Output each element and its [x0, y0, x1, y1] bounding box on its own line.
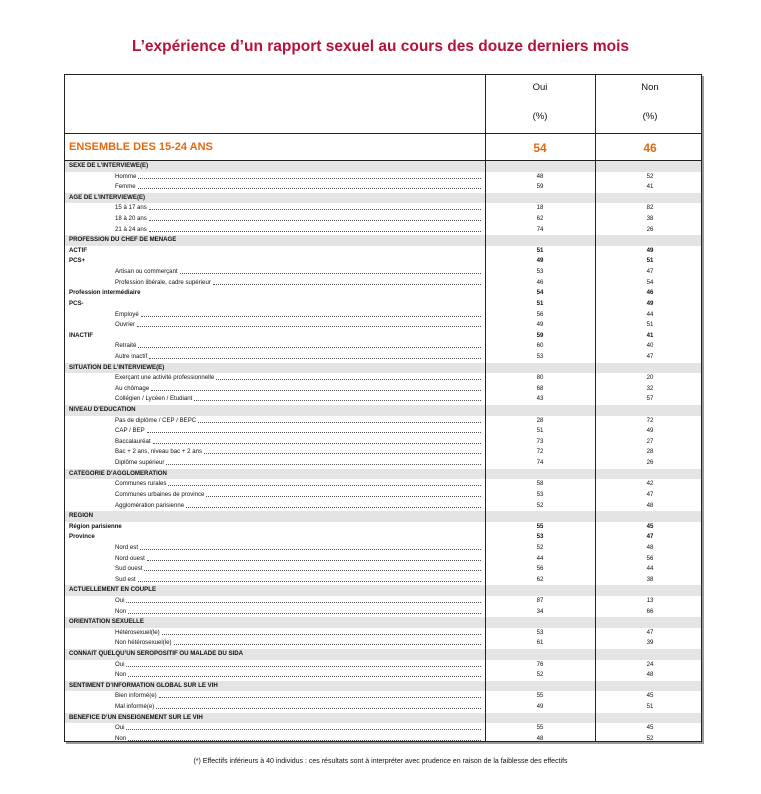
dotted-leader — [147, 560, 481, 561]
row-label: Oui — [115, 660, 125, 668]
row-label: Communes urbaines de province — [115, 490, 205, 498]
dotted-leader — [138, 178, 481, 179]
table-row — [65, 458, 701, 469]
dotted-leader — [149, 231, 481, 232]
table-row — [65, 691, 701, 702]
section-header-row — [65, 681, 701, 692]
value-non: 41 — [646, 183, 654, 191]
row-label: Non — [115, 734, 127, 742]
table-row — [65, 607, 701, 618]
value-non: 38 — [646, 215, 654, 223]
table-row — [65, 384, 701, 395]
total-label: ENSEMBLE DES 15-24 ANS — [69, 141, 213, 153]
row-label: Pas de diplôme / CEP / BEPC — [115, 416, 197, 424]
section-label: ORIENTATION SEXUELLE — [69, 618, 144, 626]
table-row — [65, 501, 701, 512]
value-non: 42 — [646, 480, 654, 488]
value-non: 66 — [646, 607, 654, 615]
table-row — [65, 479, 701, 490]
value-oui: 51 — [536, 299, 544, 307]
dotted-leader — [128, 740, 481, 741]
value-oui: 55 — [536, 692, 544, 700]
value-oui: 51 — [536, 427, 544, 435]
section-header-row — [65, 649, 701, 660]
row-label: Profession libérale, cadre supérieur — [115, 278, 211, 286]
section-label: CONNAIT QUELQU’UN SEROPOSITIF OU MALADE DU SIDA — [69, 650, 244, 658]
column-divider — [595, 161, 596, 742]
dotted-leader — [138, 188, 481, 189]
row-label: Bien informé(e) — [115, 692, 157, 700]
value-oui: 60 — [536, 342, 544, 350]
value-oui: 54 — [536, 289, 544, 297]
table-row — [65, 670, 701, 681]
row-label: Collégien / Lycéen / Etudiant — [115, 395, 193, 403]
column-unit-non: (%) — [642, 111, 658, 122]
value-oui: 51 — [536, 246, 544, 254]
section-header-row — [65, 511, 701, 522]
value-non: 26 — [646, 459, 654, 467]
value-oui: 68 — [536, 384, 544, 392]
value-non: 27 — [646, 437, 654, 445]
value-oui: 74 — [536, 459, 544, 467]
section-label: SENTIMENT D’INFORMATION GLOBAL SUR LE VIH — [69, 681, 218, 689]
value-non: 51 — [646, 703, 654, 711]
value-non: 13 — [646, 596, 654, 604]
total-row — [65, 134, 701, 161]
column-header-non: Non — [641, 82, 659, 93]
value-oui: 49 — [536, 703, 544, 711]
dotted-leader — [140, 549, 481, 550]
value-oui: 72 — [536, 448, 544, 456]
table-row — [65, 182, 701, 193]
table-row — [65, 214, 701, 225]
row-label: Artisan ou commerçant — [115, 268, 178, 276]
table-row — [65, 267, 701, 278]
section-label: BENEFICE D’UN ENSEIGNEMENT SUR LE VIH — [69, 713, 203, 721]
table-row — [65, 256, 701, 267]
row-label: Hétérosexuel(le) — [115, 628, 160, 636]
section-label: CATEGORIE D’AGGLOMERATION — [69, 469, 167, 477]
value-oui: 73 — [536, 437, 544, 445]
table-row — [65, 394, 701, 405]
dotted-leader — [151, 390, 481, 391]
row-label: Agglomération parisienne — [115, 501, 185, 509]
dotted-leader — [180, 273, 481, 274]
value-oui: 58 — [536, 480, 544, 488]
value-non: 38 — [646, 575, 654, 583]
value-oui: 56 — [536, 565, 544, 573]
table-row — [65, 246, 701, 257]
value-oui: 80 — [536, 374, 544, 382]
value-oui: 55 — [536, 724, 544, 732]
row-label: CAP / BEP — [115, 427, 145, 435]
value-oui: 76 — [536, 660, 544, 668]
column-unit-oui: (%) — [532, 111, 548, 122]
row-label: Au chômage — [115, 384, 150, 392]
section-label: NIVEAU D’EDUCATION — [69, 406, 136, 414]
value-oui: 44 — [536, 554, 544, 562]
section-label: ACTUELLEMENT EN COUPLE — [69, 586, 157, 594]
table-row — [65, 437, 701, 448]
value-non: 52 — [646, 172, 654, 180]
table-row — [65, 628, 701, 639]
row-label: Homme — [115, 172, 137, 180]
table-row — [65, 352, 701, 363]
row-label: Non hétérosexuel(le) — [115, 639, 172, 647]
dotted-leader — [149, 209, 481, 210]
column-header-oui: Oui — [532, 82, 548, 93]
row-label: Mal informé(e) — [115, 703, 155, 711]
value-non: 39 — [646, 639, 654, 647]
row-label: Employé — [115, 310, 139, 318]
row-label: Diplôme supérieur — [115, 459, 165, 467]
table-row — [65, 734, 701, 742]
table-row — [65, 172, 701, 183]
row-label: ACTIF — [69, 246, 87, 254]
dotted-leader — [204, 453, 481, 454]
value-non: 46 — [646, 289, 654, 297]
section-header-row — [65, 161, 701, 172]
section-label: AGE DE L’INTERVIEWE(E) — [69, 193, 146, 201]
table-row — [65, 203, 701, 214]
value-oui: 53 — [536, 533, 544, 541]
column-divider — [485, 161, 486, 742]
table-row — [65, 299, 701, 310]
dotted-leader — [138, 581, 481, 582]
value-non: 45 — [646, 692, 654, 700]
value-oui: 28 — [536, 416, 544, 424]
value-oui: 46 — [536, 278, 544, 286]
row-label: 21 à 24 ans — [115, 225, 147, 233]
dotted-leader — [186, 507, 481, 508]
table-body — [65, 161, 701, 742]
row-label: Oui — [115, 724, 125, 732]
row-label: Bac + 2 ans, niveau bac + 2 ans — [115, 448, 203, 456]
value-oui: 34 — [536, 607, 544, 615]
dotted-leader — [149, 220, 481, 221]
dotted-leader — [168, 485, 481, 486]
row-label: 18 à 20 ans — [115, 215, 147, 223]
dotted-leader — [138, 347, 481, 348]
value-oui: 49 — [536, 321, 544, 329]
row-label: Femme — [115, 183, 136, 191]
value-non: 47 — [646, 352, 654, 360]
section-header-row — [65, 193, 701, 204]
value-oui: 87 — [536, 596, 544, 604]
table-row — [65, 373, 701, 384]
value-oui: 53 — [536, 628, 544, 636]
value-non: 49 — [646, 427, 654, 435]
value-oui: 59 — [536, 183, 544, 191]
table-row — [65, 522, 701, 533]
value-non: 48 — [646, 543, 654, 551]
row-label: Retraité — [115, 342, 137, 350]
value-non: 56 — [646, 554, 654, 562]
results-table — [64, 74, 702, 742]
row-label: Communes rurales — [115, 480, 167, 488]
table-row — [65, 490, 701, 501]
section-header-row — [65, 713, 701, 724]
value-oui: 52 — [536, 671, 544, 679]
table-row — [65, 660, 701, 671]
value-non: 26 — [646, 225, 654, 233]
value-non: 20 — [646, 374, 654, 382]
table-row — [65, 543, 701, 554]
value-non: 47 — [646, 533, 654, 541]
value-non: 41 — [646, 331, 654, 339]
footnote: (*) Effectifs inférieurs à 40 individus : ces résultats sont à interpréter avec prudence en raison de la faiblesse des effectifs — [193, 758, 568, 765]
row-label: Oui — [115, 596, 125, 604]
dotted-leader — [128, 613, 481, 614]
value-non: 54 — [646, 278, 654, 286]
value-non: 52 — [646, 734, 654, 742]
dotted-leader — [213, 284, 481, 285]
section-header-row — [65, 363, 701, 374]
value-oui: 61 — [536, 639, 544, 647]
value-oui: 53 — [536, 352, 544, 360]
dotted-leader — [216, 379, 481, 380]
table-row — [65, 320, 701, 331]
value-non: 49 — [646, 299, 654, 307]
table-header — [65, 75, 701, 134]
row-label: PCS- — [69, 299, 84, 307]
value-non: 32 — [646, 384, 654, 392]
dotted-leader — [194, 400, 481, 401]
dotted-leader — [162, 634, 481, 635]
table-row — [65, 331, 701, 342]
dotted-leader — [147, 432, 481, 433]
row-label: 15 à 17 ans — [115, 204, 147, 212]
row-label: Ouvrier — [115, 321, 135, 329]
dotted-leader — [206, 496, 481, 497]
value-oui: 59 — [536, 331, 544, 339]
table-row — [65, 702, 701, 713]
dotted-leader — [166, 464, 481, 465]
dotted-leader — [159, 697, 481, 698]
table-row — [65, 575, 701, 586]
value-oui: 52 — [536, 543, 544, 551]
value-oui: 48 — [536, 734, 544, 742]
section-label: PROFESSION DU CHEF DE MENAGE — [69, 236, 177, 244]
section-label: REGION — [69, 512, 94, 520]
dotted-leader — [126, 729, 481, 730]
value-oui: 74 — [536, 225, 544, 233]
table-row — [65, 225, 701, 236]
table-row — [65, 723, 701, 734]
value-non: 44 — [646, 565, 654, 573]
table-row — [65, 341, 701, 352]
value-non: 28 — [646, 448, 654, 456]
row-label: Autre inactif — [115, 352, 148, 360]
row-label: Baccalauréat — [115, 437, 151, 445]
value-oui: 53 — [536, 490, 544, 498]
value-non: 45 — [646, 522, 654, 530]
section-header-row — [65, 235, 701, 246]
page-title: L’expérience d’un rapport sexuel au cours des douze derniers mois — [131, 38, 629, 55]
value-non: 47 — [646, 628, 654, 636]
dotted-leader — [126, 666, 481, 667]
value-oui: 52 — [536, 501, 544, 509]
dotted-leader — [198, 422, 481, 423]
table-row — [65, 596, 701, 607]
value-oui: 49 — [536, 257, 544, 265]
value-non: 47 — [646, 268, 654, 276]
row-label: Nord ouest — [115, 554, 145, 562]
table-row — [65, 532, 701, 543]
dotted-leader — [153, 443, 481, 444]
row-label: Province — [69, 533, 95, 541]
dotted-leader — [141, 316, 481, 317]
table-row — [65, 447, 701, 458]
value-non: 72 — [646, 416, 654, 424]
dotted-leader — [128, 676, 481, 677]
section-label: SEXE DE L’INTERVIEWE(E) — [69, 162, 149, 169]
total-oui: 54 — [533, 141, 547, 155]
table-row — [65, 554, 701, 565]
value-oui: 18 — [536, 204, 544, 212]
value-non: 82 — [646, 204, 654, 212]
value-non: 45 — [646, 724, 654, 732]
section-label: SITUATION DE L’INTERVIEWE(E) — [69, 363, 165, 371]
table-row — [65, 278, 701, 289]
row-label: PCS+ — [69, 257, 86, 265]
table-row — [65, 288, 701, 299]
table-row — [65, 310, 701, 321]
value-oui: 55 — [536, 522, 544, 530]
table-row — [65, 416, 701, 427]
table-row — [65, 564, 701, 575]
dotted-leader — [149, 358, 481, 359]
row-label: Exerçant une activité professionnelle — [115, 374, 215, 382]
row-label: Profession intermédiaire — [69, 289, 141, 297]
row-label: Sud est — [115, 575, 136, 583]
dotted-leader — [137, 326, 481, 327]
value-non: 44 — [646, 310, 654, 318]
dotted-leader — [144, 570, 481, 571]
value-non: 51 — [646, 257, 654, 265]
value-non: 48 — [646, 501, 654, 509]
value-non: 40 — [646, 342, 654, 350]
table-row — [65, 638, 701, 649]
row-label: Région parisienne — [69, 522, 122, 530]
value-oui: 56 — [536, 310, 544, 318]
dotted-leader — [156, 708, 481, 709]
value-oui: 48 — [536, 172, 544, 180]
value-non: 51 — [646, 321, 654, 329]
row-label: Non — [115, 671, 127, 679]
row-label: Nord est — [115, 543, 139, 551]
row-label: INACTIF — [69, 331, 94, 339]
value-non: 48 — [646, 671, 654, 679]
value-non: 24 — [646, 660, 654, 668]
value-oui: 62 — [536, 215, 544, 223]
value-non: 57 — [646, 395, 654, 403]
table-row — [65, 426, 701, 437]
value-non: 47 — [646, 490, 654, 498]
section-header-row — [65, 469, 701, 480]
section-header-row — [65, 617, 701, 628]
value-oui: 53 — [536, 268, 544, 276]
row-label: Non — [115, 607, 127, 615]
section-header-row — [65, 585, 701, 596]
value-oui: 62 — [536, 575, 544, 583]
row-label: Sud ouest — [115, 565, 143, 573]
dotted-leader — [126, 602, 481, 603]
total-non: 46 — [643, 141, 657, 155]
dotted-leader — [174, 644, 481, 645]
value-oui: 43 — [536, 395, 544, 403]
section-header-row — [65, 405, 701, 416]
value-non: 49 — [646, 246, 654, 254]
